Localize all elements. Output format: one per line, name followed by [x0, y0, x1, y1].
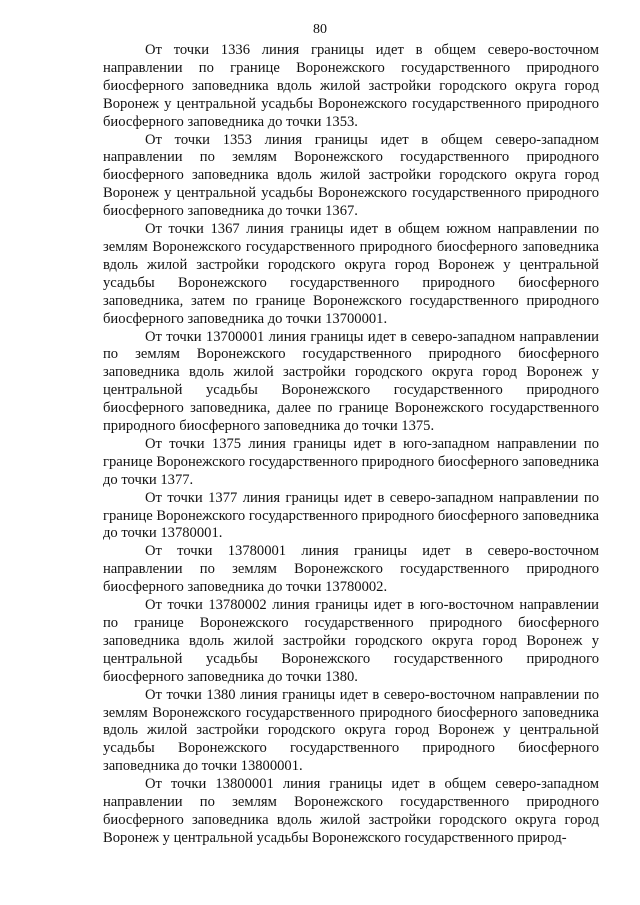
paragraph-2: От точки 1353 линия границы идет в общем северо-западном направлении по землям Воронежского государственного природного биосферного заповедника вдоль жилой застройки городского округа город Воронеж у центральной усадьбы Воронежского государственного природного биосферного заповедника до точки 1367.	[103, 131, 599, 220]
paragraph-5: От точки 1375 линия границы идет в юго-западном направлении по границе Воронежского государственного природного биосферного заповедника до точки 1377.	[103, 435, 599, 488]
paragraph-4: От точки 13700001 линия границы идет в северо-западном направлении по землям Воронежского государственного природного биосферного заповедника вдоль жилой застройки городского округа город Воронеж у центральной усадьбы Воронежского государственного природного биосферного заповедника, далее по границе Воронежского государственного природного биосферного заповедника до точки 1375.	[103, 328, 599, 435]
paragraph-1: От точки 1336 линия границы идет в общем северо-восточном направлении по границе Воронежского государственного природного биосферного заповедника вдоль жилой застройки городского округа город Воронеж у центральной усадьбы Воронежского государственного природного биосферного заповедника до точки 1353.	[103, 42, 599, 130]
paragraph-6: От точки 1377 линия границы идет в северо-западном направлении по границе Воронежского государственного природного биосферного заповедника до точки 13780001.	[103, 489, 599, 542]
document-body	[103, 42, 599, 848]
paragraph-10: От точки 13800001 линия границы идет в общем северо-западном направлении по землям Воронежского государственного природного биосферного заповедника вдоль жилой застройки городского округа город Воронеж у центральной усадьбы Воронежского государственного природ-	[103, 776, 599, 846]
paragraph-9: От точки 1380 линия границы идет в северо-восточном направлении по землям Воронежского государственного природного биосферного заповедника вдоль жилой застройки городского округа город Воронеж у центральной усадьбы Воронежского государственного природного биосферного заповедника до точки 13800001.	[103, 686, 599, 775]
paragraph-3: От точки 1367 линия границы идет в общем южном направлении по землям Воронежского государственного природного биосферного заповедника вдоль жилой застройки городского округа город Воронеж у центральной усадьбы Воронежского государственного природного биосферного заповедника, затем по границе Воронежского государственного природного биосферного заповедника до точки 13700001.	[103, 221, 599, 327]
paragraph-7: От точки 13780001 линия границы идет в северо-восточном направлении по землям Воронежского государственного природного биосферного заповедника до точки 13780002.	[103, 543, 599, 596]
paragraph-8: От точки 13780002 линия границы идет в юго-восточном направлении по границе Воронежского государственного природного биосферного заповедника вдоль жилой застройки городского округа город Воронеж у центральной усадьбы Воронежского государственного природного биосферного заповедника до точки 1380.	[103, 597, 599, 685]
page-number: 80	[313, 22, 327, 37]
